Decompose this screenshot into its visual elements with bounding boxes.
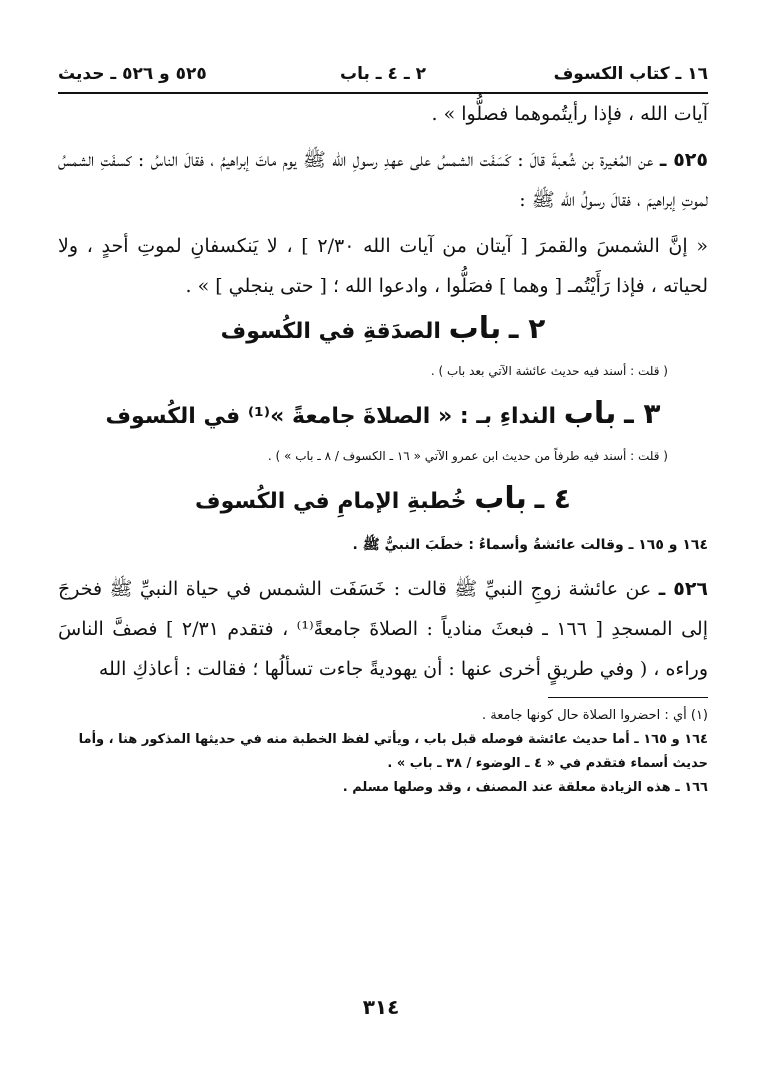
footnote-164-165: ١٦٤ و ١٦٥ ـ أما حديث عائشة فوصله قبل باب ، ويأتي لفظ الخطبة منه في حديثها المذكور هنا ، وأما حديث أسماء فتقدم في « ٤ ـ الوضوء / ٣٨ ـ باب » . — [78, 732, 708, 771]
main-text-2 — [58, 569, 708, 689]
hadith-525-text: عن المُغيرة بن شُعبةَ قالَ : كَسَفَت الشمسُ على عهدِ رسولِ الله ﷺ يوم ماتَ إبراهيمُ ، فقالَ الناسُ : كسفَتِ الشمسُ لموتِ إبراهيمَ ، فقالَ رسولُ الله ﷺ : — [58, 149, 708, 211]
page-number: ٣١٤ — [362, 995, 400, 1019]
hadith-526 — [58, 569, 708, 689]
hadith-525 — [58, 140, 708, 220]
hadith-526-number: ٥٢٦ ـ — [658, 578, 709, 600]
chapter-3-word: باب — [563, 396, 617, 431]
chapter-3-title: النداءِ بـ : « الصلاةَ جامعةً »⁽¹⁾ في الكُسوف — [105, 404, 557, 429]
reference-164-165: ١٦٤ و ١٦٥ ـ وقالت عائشةُ وأسماءُ : خطَبَ النبيُّ ﷺ . — [352, 537, 708, 553]
header-hadith-range: ٥٢٥ و ٥٢٦ ـ حديث — [58, 64, 207, 84]
running-header — [58, 58, 708, 88]
footnote-166: ١٦٦ ـ هذه الزيادة معلقة عند المصنف ، وقد وصلها مسلم . — [342, 780, 708, 795]
chapter-4-number: ٤ ـ — [534, 482, 571, 515]
continuation-line: آيات الله ، فإذا رأيتُموهما فصلُّوا » . — [431, 103, 708, 125]
chapter-3-note: ( قلت : أسند فيه طرفاً من حديث ابن عمرو الآتي « ١٦ ـ الكسوف / ٨ ـ باب » ) . — [267, 449, 668, 463]
chapter-2-number: ٢ ـ — [508, 312, 546, 345]
header-book-title: ١٦ ـ كتاب الكسوف — [553, 64, 708, 84]
hadith-526-text: عن عائشة زوجِ النبيِّ ﷺ قالت : خَسَفَت الشمس في حياة النبيِّ ﷺ فخرجَ إلى المسجدِ [ ١٦٦ ـ فبعثَ منادياً : الصلاةَ جامعةً⁽¹⁾ ، فتقدم ٢/٣١ ] فصفَّ الناسَ وراءه ، ( وفي طريقٍ أخرى عنها : أن يهوديةً جاءت تسألُها ؛ فقالت : أعاذكِ الله — [58, 578, 708, 680]
main-text — [58, 94, 708, 306]
chapter-2-word: باب — [448, 311, 502, 346]
chapter-4-word: باب — [474, 481, 527, 516]
footnotes — [58, 704, 708, 800]
footnote-1: (١) أي : احضروا الصلاة حال كونها جامعة . — [481, 708, 708, 723]
chapter-2-note: ( قلت : أسند فيه حديث عائشة الآتي بعد باب ) . — [430, 364, 668, 378]
chapter-4-heading — [58, 476, 708, 525]
header-chapter-ref: ٢ ـ ٤ ـ باب — [340, 64, 426, 84]
chapter-2-title: الصدَقةِ في الكُسوف — [220, 319, 441, 344]
book-page — [58, 58, 708, 800]
hadith-525-number: ٥٢٥ ـ — [659, 149, 708, 171]
chapter-3-number: ٣ ـ — [624, 397, 661, 430]
footnote-rule — [548, 697, 708, 698]
chapter-3-heading — [58, 391, 708, 440]
chapter-2-heading — [58, 306, 708, 355]
chapter-4-title: خُطبةِ الإمامِ في الكُسوف — [195, 489, 467, 514]
hadith-525-quote: « إنَّ الشمسَ والقمرَ [ آيتان من آيات الله ٢/٣٠ ] ، لا يَنكسفانِ لموتِ أحدٍ ، ولا لحياته ، فإذا رَأَيْتُمـ [ وهما ] فصَلُّوا ، وادعوا الله ؛ [ حتى ينجلي ] » . — [58, 235, 708, 297]
